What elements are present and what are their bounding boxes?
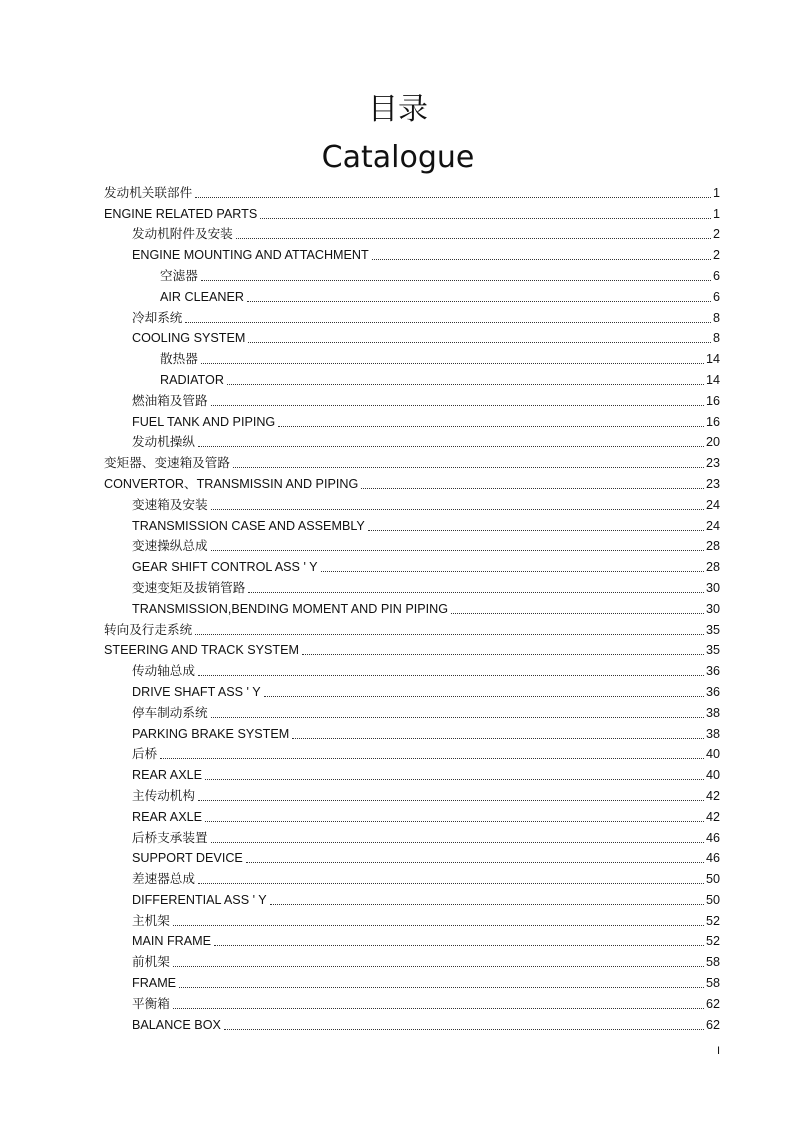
toc-entry-page: 58 [705,976,720,991]
toc-entry-label: TRANSMISSION,BENDING MOMENT AND PIN PIPING [132,601,449,616]
table-of-contents [104,180,720,1033]
toc-entry[interactable] [104,534,720,555]
toc-entry-page: 23 [705,456,720,471]
toc-entry[interactable] [104,492,720,513]
dot-leader [211,717,704,718]
toc-entry[interactable] [104,222,720,243]
toc-entry[interactable] [104,346,720,367]
dot-leader [227,384,704,385]
toc-entry[interactable] [104,242,720,263]
toc-entry-page: 50 [705,872,720,887]
toc-entry-page: 35 [705,622,720,637]
toc-entry-label: REAR AXLE [132,768,202,783]
toc-entry-label: 散热器 [160,352,198,367]
dot-leader [321,571,704,572]
toc-entry-page: 6 [712,268,720,283]
toc-entry[interactable] [104,1012,720,1033]
toc-entry-label: 空滤器 [160,268,198,283]
toc-entry[interactable] [104,949,720,970]
toc-entry[interactable] [104,804,720,825]
toc-entry-page: 2 [712,248,720,263]
toc-entry-page: 30 [705,601,720,616]
toc-entry[interactable] [104,721,720,742]
dot-leader [302,654,704,655]
toc-entry-page: 58 [705,955,720,970]
dot-leader [248,592,704,593]
toc-entry[interactable] [104,866,720,887]
toc-entry[interactable] [104,991,720,1012]
toc-entry-page: 6 [712,289,720,304]
toc-entry-label: 主传动机构 [132,788,195,803]
dot-leader [201,363,704,364]
dot-leader [224,1029,704,1030]
dot-leader [185,322,711,323]
toc-entry-page: 28 [705,539,720,554]
page-title-chinese: 目录 [368,92,428,127]
toc-entry-page: 16 [705,414,720,429]
dot-leader [211,509,704,510]
toc-entry[interactable] [104,825,720,846]
dot-leader [246,862,704,863]
toc-entry-label: 变速箱及安装 [132,497,208,512]
dot-leader [368,530,704,531]
toc-entry-page: 8 [712,331,720,346]
toc-entry[interactable] [104,846,720,867]
toc-entry-page: 14 [705,372,720,387]
toc-entry-label: STEERING AND TRACK SYSTEM [104,643,300,658]
dot-leader [173,966,704,967]
toc-entry-label: 变速变矩及拔销管路 [132,580,246,595]
dot-leader [211,842,704,843]
toc-entry-page: 38 [705,726,720,741]
toc-entry[interactable] [104,658,720,679]
toc-entry-label: 停车制动系统 [132,705,208,720]
toc-entry-label: 发动机操纵 [132,435,195,450]
toc-entry[interactable] [104,596,720,617]
toc-entry-label: 传动轴总成 [132,664,195,679]
dot-leader [214,945,704,946]
toc-entry-page: 42 [705,788,720,803]
toc-entry-label: 平衡箱 [132,996,170,1011]
toc-entry[interactable] [104,326,720,347]
toc-entry-label: BALANCE BOX [132,1017,221,1032]
toc-entry-page: 46 [705,851,720,866]
toc-entry-page: 20 [705,435,720,450]
toc-entry-label: TRANSMISSION CASE AND ASSEMBLY [132,518,365,533]
dot-leader [198,675,704,676]
toc-entry[interactable] [104,263,720,284]
dot-leader [236,238,711,239]
dot-leader [260,218,711,219]
toc-entry[interactable] [104,471,720,492]
toc-entry[interactable] [104,575,720,596]
toc-entry-page: 24 [705,518,720,533]
toc-entry-label: 前机架 [132,955,170,970]
toc-entry[interactable] [104,679,720,700]
toc-entry[interactable] [104,700,720,721]
toc-entry-label: DRIVE SHAFT ASS ' Y [132,684,261,699]
dot-leader [173,1008,704,1009]
dot-leader [451,613,704,614]
dot-leader [205,779,704,780]
toc-entry[interactable] [104,430,720,451]
toc-entry-page: 28 [705,560,720,575]
toc-entry[interactable] [104,284,720,305]
dot-leader [211,405,704,406]
toc-entry-page: 36 [705,664,720,679]
toc-entry[interactable] [104,388,720,409]
toc-entry[interactable] [104,450,720,471]
dot-leader [160,758,704,759]
toc-entry-label: REAR AXLE [132,809,202,824]
toc-entry-page: 38 [705,705,720,720]
dot-leader [372,259,711,260]
toc-entry-page: 8 [712,310,720,325]
dot-leader [198,446,704,447]
toc-entry-page: 46 [705,830,720,845]
toc-entry-page: 36 [705,684,720,699]
toc-entry-page: 1 [712,185,720,200]
toc-entry-label: 变速操纵总成 [132,539,208,554]
toc-entry[interactable] [104,742,720,763]
toc-entry[interactable] [104,929,720,950]
dot-leader [247,301,711,302]
dot-leader [198,883,704,884]
toc-entry[interactable] [104,409,720,430]
toc-entry-label: FUEL TANK AND PIPING [132,414,276,429]
toc-entry-page: 16 [705,393,720,408]
dot-leader [270,904,704,905]
dot-leader [361,488,704,489]
toc-entry-page: 52 [705,934,720,949]
toc-entry-page: 24 [705,497,720,512]
toc-entry[interactable] [104,180,720,201]
toc-entry-page: 40 [705,747,720,762]
toc-entry[interactable] [104,762,720,783]
toc-entry-page: 14 [705,352,720,367]
toc-entry-page: 42 [705,809,720,824]
toc-entry[interactable] [104,617,720,638]
toc-entry-page: 1 [712,206,720,221]
dot-leader [201,280,711,281]
toc-entry-page: 30 [705,580,720,595]
toc-entry[interactable] [104,513,720,534]
toc-entry-label: PARKING BRAKE SYSTEM [132,726,290,741]
dot-leader [198,800,704,801]
toc-entry-label: DIFFERENTIAL ASS ' Y [132,892,267,907]
toc-entry[interactable] [104,367,720,388]
toc-entry-label: 后桥支承装置 [132,830,208,845]
dot-leader [233,467,704,468]
toc-entry[interactable] [104,783,720,804]
toc-entry-label: 主机架 [132,913,170,928]
toc-entry[interactable] [104,305,720,326]
toc-entry[interactable] [104,554,720,575]
toc-entry-label: ENGINE RELATED PARTS [104,206,258,221]
toc-entry[interactable] [104,887,720,908]
toc-entry-page: 50 [705,892,720,907]
page-number: I [717,1045,721,1057]
dot-leader [211,550,704,551]
toc-entry-page: 40 [705,768,720,783]
toc-entry-label: FRAME [132,976,177,991]
toc-entry[interactable] [104,970,720,991]
dot-leader [248,342,711,343]
toc-entry-label: AIR CLEANER [160,289,244,304]
toc-entry-label: 后桥 [132,747,158,762]
toc-entry-label: 转向及行走系统 [104,622,193,637]
toc-entry-page: 23 [705,476,720,491]
toc-entry-label: 燃油箱及管路 [132,393,208,408]
dot-leader [205,821,704,822]
toc-entry-label: SUPPORT DEVICE [132,851,243,866]
dot-leader [173,925,704,926]
toc-entry-label: MAIN FRAME [132,934,212,949]
dot-leader [278,426,704,427]
toc-entry-label: ENGINE MOUNTING AND ATTACHMENT [132,248,369,263]
toc-entry-page: 62 [705,996,720,1011]
toc-entry-label: RADIATOR [160,372,224,387]
toc-entry-page: 62 [705,1017,720,1032]
dot-leader [264,696,704,697]
dot-leader [195,634,704,635]
toc-entry-page: 2 [712,227,720,242]
page-title-english: Catalogue [321,140,475,175]
toc-entry-label: 发动机关联部件 [104,185,193,200]
toc-entry[interactable] [104,908,720,929]
toc-entry[interactable] [104,201,720,222]
dot-leader [179,987,704,988]
toc-entry-label: 冷却系统 [132,310,183,325]
toc-entry-label: 变矩器、变速箱及管路 [104,456,230,471]
toc-entry-label: GEAR SHIFT CONTROL ASS ' Y [132,560,318,575]
toc-entry-page: 52 [705,913,720,928]
toc-entry-label: CONVERTOR、TRANSMISSIN AND PIPING [104,476,359,491]
toc-entry-page: 35 [705,643,720,658]
toc-entry[interactable] [104,638,720,659]
dot-leader [292,738,704,739]
toc-entry-label: 发动机附件及安装 [132,227,233,242]
dot-leader [195,197,711,198]
toc-entry-label: 差速器总成 [132,872,195,887]
toc-entry-label: COOLING SYSTEM [132,331,246,346]
